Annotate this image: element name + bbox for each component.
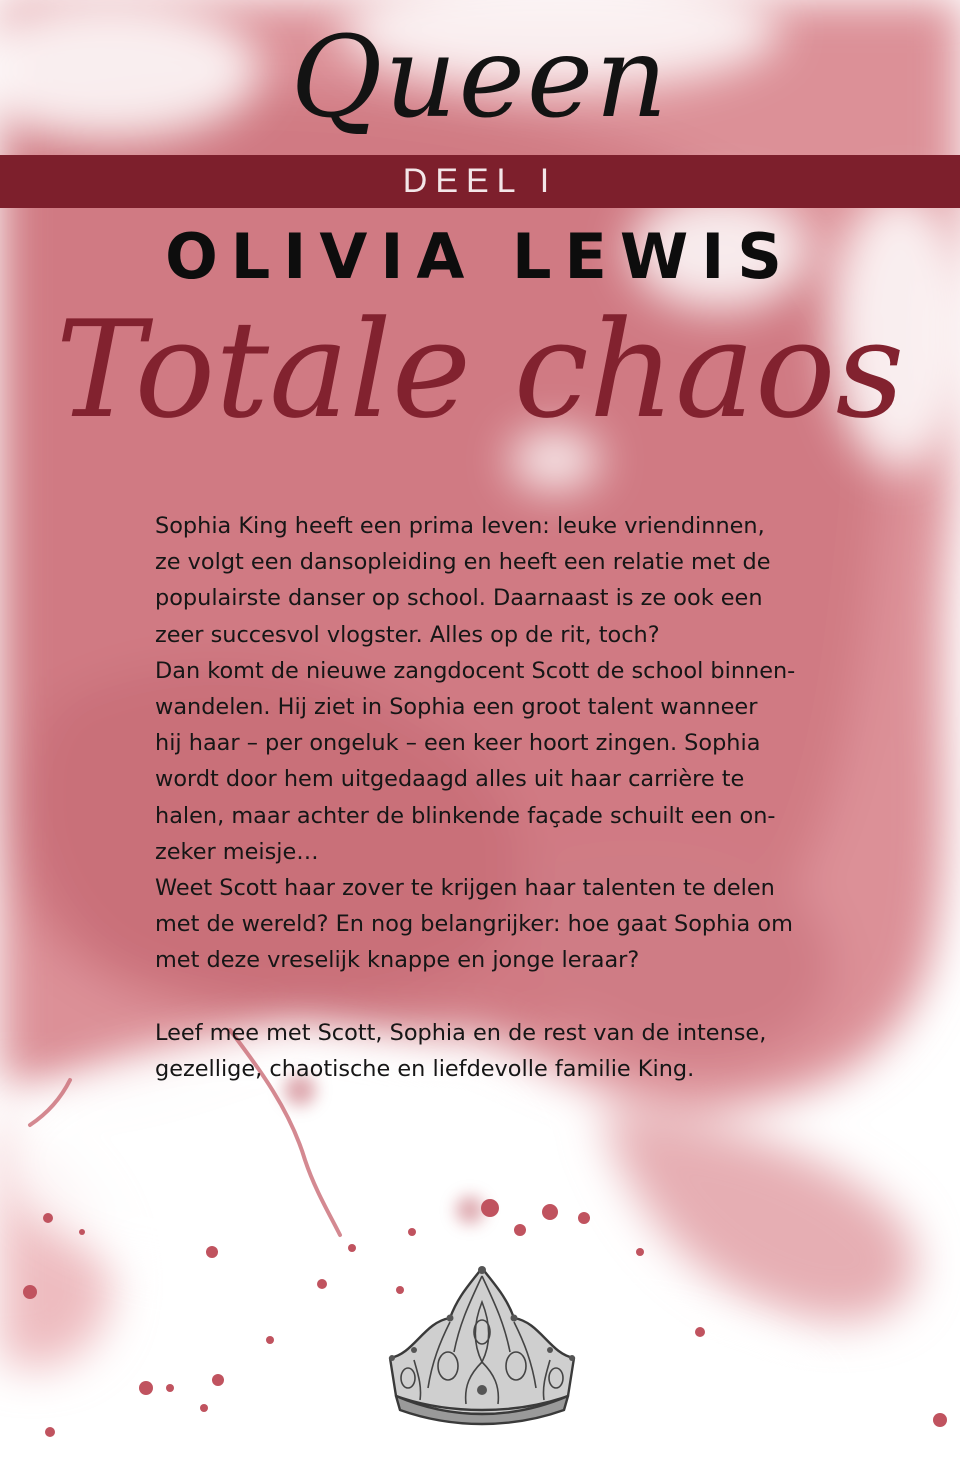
blurb-line: populairste danser op school. Daarnaast is ze ook een xyxy=(155,585,763,612)
blurb-line: wandelen. Hij ziet in Sophia een groot talent wanneer xyxy=(155,694,758,721)
paragraph-gap xyxy=(155,979,855,1015)
blurb-line: zeker meisje… xyxy=(155,838,319,865)
blurb-line: met deze vreselijk knappe en jonge leraar? xyxy=(155,947,640,974)
blurb-line: Sophia King heeft een prima leven: leuke vriendinnen, xyxy=(155,513,765,539)
blurb-line: Dan komt de nieuwe zangdocent Scott de school binnen- xyxy=(155,657,796,684)
blurb-line: met de wereld? En nog belangrijker: hoe gaat Sophia om xyxy=(155,911,793,938)
blurb-line: zeer succesvol vlogster. Alles op de rit, toch? xyxy=(155,621,660,648)
book-title: Totale chaos xyxy=(55,292,905,448)
author-name: OLIVIA LEWIS xyxy=(165,220,795,293)
crown-tiara-icon xyxy=(384,1262,580,1428)
blurb-line: halen, maar achter de blinkende façade schuilt een on- xyxy=(155,802,776,829)
closing-line: gezellige, chaotische en liefdevolle familie King. xyxy=(155,1055,695,1082)
blurb-line: ze volgt een dansopleiding en heeft een relatie met de xyxy=(155,549,771,576)
blurb-line: hij haar – per ongeluk – een keer hoort zingen. Sophia xyxy=(155,730,761,757)
series-part: DEEL I xyxy=(402,162,558,200)
blurb-line: wordt door hem uitgedaagd alles uit haar carrière te xyxy=(155,766,745,793)
blurb xyxy=(155,508,855,1087)
series-title: Queen xyxy=(290,13,670,143)
closing-line: Leef mee met Scott, Sophia en de rest van de intense, xyxy=(155,1019,767,1046)
blurb-line: Weet Scott haar zover te krijgen haar talenten te delen xyxy=(155,875,775,902)
